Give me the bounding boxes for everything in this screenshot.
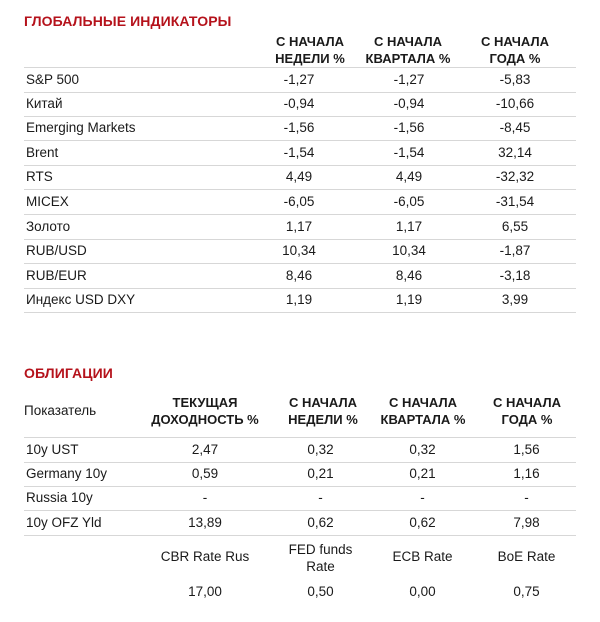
col-header-quarter bbox=[343, 33, 473, 67]
table-row bbox=[24, 67, 576, 93]
indicator-name: RUB/USD bbox=[26, 243, 87, 259]
bonds-header-yield-line1: ТЕКУЩАЯ bbox=[172, 395, 238, 410]
col-header-year bbox=[460, 33, 570, 67]
indicator-name: RUB/EUR bbox=[26, 267, 87, 283]
value-week: 0,62 bbox=[307, 514, 334, 530]
col-header-quarter-line1: С НАЧАЛА bbox=[374, 34, 442, 49]
bonds-header-yield-line2: ДОХОДНОСТЬ % bbox=[151, 412, 259, 427]
value-week: 10,34 bbox=[282, 243, 316, 259]
rate-value-fed: 0,50 bbox=[307, 584, 334, 599]
indicator-name: Индекс USD DXY bbox=[26, 292, 136, 308]
value-yield: 0,59 bbox=[191, 465, 219, 481]
value-quarter: -6,05 bbox=[393, 194, 425, 209]
value-yield: 2,47 bbox=[191, 442, 219, 457]
table-row bbox=[24, 437, 576, 463]
value-quarter: -1,54 bbox=[393, 144, 425, 160]
value-quarter: -1,27 bbox=[393, 72, 425, 87]
rate-label-fed-line2: Rate bbox=[306, 559, 335, 574]
bond-name: 10y UST bbox=[26, 442, 79, 457]
bonds-header-year bbox=[472, 394, 582, 428]
rate-value-ecb: 0,00 bbox=[409, 584, 436, 599]
table-row bbox=[24, 116, 576, 141]
value-year: -10,66 bbox=[495, 95, 535, 111]
bonds-header-week-line2: НЕДЕЛИ % bbox=[288, 412, 358, 427]
value-week: 1,17 bbox=[285, 218, 313, 234]
rate-label-fed bbox=[263, 541, 378, 575]
rate-value-cbr: 17,00 bbox=[188, 584, 222, 599]
table-row bbox=[24, 215, 576, 240]
value-quarter: 0,32 bbox=[409, 442, 436, 457]
table-row bbox=[24, 165, 576, 190]
value-week: 0,32 bbox=[307, 442, 334, 457]
value-quarter: -0,94 bbox=[393, 95, 425, 111]
value-year: -3,18 bbox=[499, 267, 531, 283]
table-row bbox=[24, 190, 576, 215]
indicator-name: Emerging Markets bbox=[26, 120, 136, 136]
indicator-name: MICEX bbox=[26, 194, 69, 209]
value-quarter: 10,34 bbox=[392, 243, 426, 259]
value-year: -5,83 bbox=[499, 72, 531, 87]
rate-label-boe-line1: BoE Rate bbox=[497, 549, 556, 564]
value-week: - bbox=[318, 490, 323, 505]
table-row bbox=[24, 486, 576, 511]
rate-label-cbr-line1: CBR Rate Rus bbox=[160, 549, 250, 564]
table-row bbox=[24, 264, 576, 289]
col-header-year-line2: ГОДА % bbox=[489, 51, 541, 66]
bond-name: Germany 10y bbox=[26, 465, 108, 481]
indicator-name: Золото bbox=[26, 218, 71, 234]
rate-label-cbr bbox=[145, 548, 265, 565]
value-week: 8,46 bbox=[285, 267, 313, 283]
value-week: -6,05 bbox=[283, 194, 315, 209]
bonds-header-week-line1: С НАЧАЛА bbox=[289, 395, 357, 410]
table-row bbox=[24, 462, 576, 487]
value-year: 3,99 bbox=[501, 292, 529, 308]
indicator-name: RTS bbox=[26, 169, 53, 185]
value-week: -1,56 bbox=[283, 120, 315, 136]
value-quarter: 8,46 bbox=[395, 267, 423, 283]
value-week: -0,94 bbox=[283, 95, 315, 111]
value-year: 7,98 bbox=[513, 514, 540, 530]
bond-name: 10y OFZ Yld bbox=[26, 514, 102, 530]
value-year: 32,14 bbox=[498, 144, 532, 160]
table-row bbox=[24, 92, 576, 117]
value-quarter: 1,19 bbox=[395, 292, 423, 308]
value-year: -32,32 bbox=[495, 169, 535, 185]
value-yield: 13,89 bbox=[188, 514, 222, 530]
bonds-header-year-line1: С НАЧАЛА bbox=[493, 395, 561, 410]
col-header-quarter-line2: КВАРТАЛА % bbox=[365, 51, 451, 66]
indicator-name: Китай bbox=[26, 95, 63, 111]
indicator-name: S&P 500 bbox=[26, 72, 80, 87]
bonds-label-header: Показатель bbox=[24, 403, 97, 418]
value-quarter: 0,21 bbox=[409, 465, 436, 481]
col-header-week-line1: С НАЧАЛА bbox=[276, 34, 344, 49]
value-year: 6,55 bbox=[501, 218, 529, 234]
bonds-header-quarter bbox=[358, 394, 488, 428]
table-row bbox=[24, 288, 576, 313]
value-yield: - bbox=[202, 490, 208, 505]
value-year: 1,16 bbox=[513, 465, 540, 481]
value-quarter: 4,49 bbox=[395, 169, 423, 185]
rate-label-ecb-line1: ECB Rate bbox=[392, 549, 453, 564]
table-row bbox=[24, 141, 576, 166]
value-week: 1,19 bbox=[285, 292, 313, 308]
value-week: 0,21 bbox=[307, 465, 334, 481]
rate-label-ecb bbox=[365, 548, 480, 565]
value-quarter: - bbox=[420, 490, 425, 505]
value-year: -31,54 bbox=[495, 194, 535, 209]
table-row bbox=[24, 511, 576, 536]
bonds-header-quarter-line2: КВАРТАЛА % bbox=[380, 412, 466, 427]
value-week: -1,27 bbox=[283, 72, 315, 87]
value-quarter: -1,56 bbox=[393, 120, 425, 136]
value-year: 1,56 bbox=[513, 442, 540, 457]
global-indicators-title: ГЛОБАЛЬНЫЕ ИНДИКАТОРЫ bbox=[24, 13, 232, 29]
table-row bbox=[24, 239, 576, 264]
rate-label-boe bbox=[469, 548, 584, 565]
value-quarter: 1,17 bbox=[395, 218, 423, 234]
rate-label-fed-line1: FED funds bbox=[288, 542, 353, 557]
indicator-name: Brent bbox=[26, 144, 59, 160]
value-quarter: 0,62 bbox=[409, 514, 436, 530]
value-week: 4,49 bbox=[285, 169, 313, 185]
value-week: -1,54 bbox=[283, 144, 315, 160]
value-year: -8,45 bbox=[499, 120, 531, 136]
bonds-header-quarter-line1: С НАЧАЛА bbox=[389, 395, 457, 410]
bonds-header-year-line2: ГОДА % bbox=[501, 412, 553, 427]
value-year: -1,87 bbox=[499, 243, 531, 259]
col-header-year-line1: С НАЧАЛА bbox=[481, 34, 549, 49]
rate-value-boe: 0,75 bbox=[513, 584, 540, 599]
bonds-title: ОБЛИГАЦИИ bbox=[24, 365, 113, 381]
value-year: - bbox=[524, 490, 529, 505]
bond-name: Russia 10y bbox=[26, 490, 93, 505]
col-header-week-line2: НЕДЕЛИ % bbox=[275, 51, 345, 66]
bonds-header-yield bbox=[140, 394, 270, 428]
